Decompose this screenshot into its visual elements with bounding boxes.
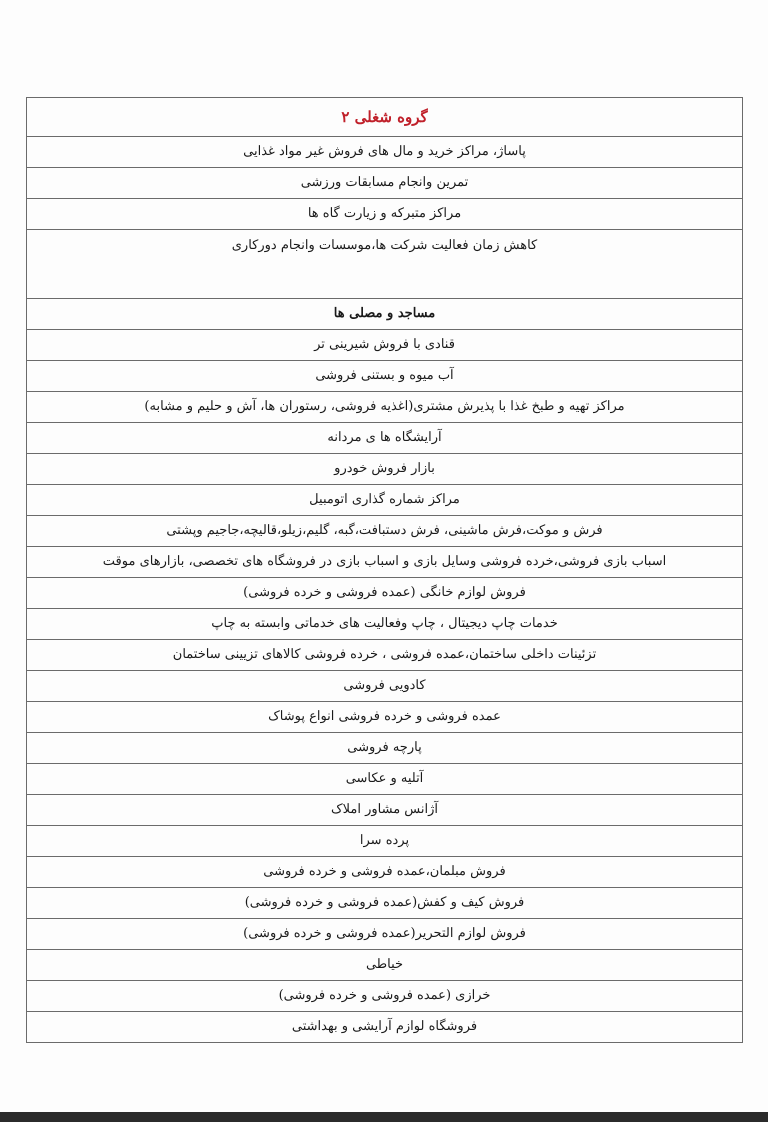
table-row <box>27 671 743 702</box>
table-row <box>27 547 743 578</box>
table-row <box>27 578 743 609</box>
table-cell: آتلیه و عکاسی <box>27 764 743 795</box>
table-cell: فرش و موکت،فرش ماشینی، فرش دستبافت،گبه، گلیم،زیلو،قالیچه،جاجیم وپشتی <box>27 516 743 547</box>
table-row <box>27 454 743 485</box>
table-row <box>27 857 743 888</box>
job-group-table <box>26 97 743 1043</box>
table-row <box>27 168 743 199</box>
table-row <box>27 199 743 230</box>
table-row <box>27 795 743 826</box>
table-cell: پرده سرا <box>27 826 743 857</box>
table-header-row <box>27 98 743 137</box>
table-cell: فروش کیف و کفش(عمده فروشی و خرده فروشی) <box>27 888 743 919</box>
table-row <box>27 919 743 950</box>
table-cell: قنادی با فروش شیرینی تر <box>27 330 743 361</box>
table-cell: خدمات چاپ دیجیتال ، چاپ وفعالیت های خدماتی وابسته به چاپ <box>27 609 743 640</box>
table-cell: پارچه فروشی <box>27 733 743 764</box>
table-row <box>27 137 743 168</box>
table-cell: مراکز متبرکه و زیارت گاه ها <box>27 199 743 230</box>
table-cell: فروش مبلمان،عمده فروشی و خرده فروشی <box>27 857 743 888</box>
table-row <box>27 516 743 547</box>
table-cell: تزئینات داخلی ساختمان،عمده فروشی ، خرده فروشی کالاهای تزیینی ساختمان <box>27 640 743 671</box>
table-cell: کادویی فروشی <box>27 671 743 702</box>
table-cell: آب میوه و بستنی فروشی <box>27 361 743 392</box>
table-cell: آژانس مشاور املاک <box>27 795 743 826</box>
table-row <box>27 826 743 857</box>
group-title: گروه شغلی ۲ <box>27 98 743 137</box>
table-cell: مساجد و مصلی ها <box>27 299 743 330</box>
table-row <box>27 485 743 516</box>
table-row <box>27 330 743 361</box>
table-cell: عمده فروشی و خرده فروشی انواع پوشاک <box>27 702 743 733</box>
table-row <box>27 423 743 454</box>
table-row <box>27 702 743 733</box>
table-cell: خرازی (عمده فروشی و خرده فروشی) <box>27 981 743 1012</box>
table-cell: مراکز شماره گذاری اتومبیل <box>27 485 743 516</box>
table-row <box>27 981 743 1012</box>
table-row <box>27 361 743 392</box>
table-row <box>27 888 743 919</box>
table-row <box>27 950 743 981</box>
table-cell: خیاطی <box>27 950 743 981</box>
table-cell: کاهش زمان فعالیت شرکت ها،موسسات وانجام دورکاری <box>27 230 743 299</box>
table-row <box>27 392 743 423</box>
table-row <box>27 1012 743 1043</box>
table-row <box>27 764 743 795</box>
table-cell: اسباب بازی فروشی،خرده فروشی وسایل بازی و اسباب بازی در فروشگاه های تخصصی، بازارهای موقت <box>27 547 743 578</box>
table-cell: پاساژ، مراکز خرید و مال های فروش غیر مواد غذایی <box>27 137 743 168</box>
table-cell: فروشگاه لوازم آرایشی و بهداشتی <box>27 1012 743 1043</box>
table-cell: فروش لوازم التحریر(عمده فروشی و خرده فروشی) <box>27 919 743 950</box>
table-row <box>27 609 743 640</box>
table-row <box>27 230 743 299</box>
table-cell: مراکز تهیه و طبخ غذا با پذیرش مشتری(اغذیه فروشی، رستوران ها، آش و حلیم و مشابه) <box>27 392 743 423</box>
table-cell: فروش لوازم خانگی (عمده فروشی و خرده فروشی) <box>27 578 743 609</box>
table-row <box>27 640 743 671</box>
table-cell: بازار فروش خودرو <box>27 454 743 485</box>
table-cell: تمرین وانجام مسابقات ورزشی <box>27 168 743 199</box>
bottom-edge-bar <box>0 1112 768 1122</box>
table-row <box>27 299 743 330</box>
table-row <box>27 733 743 764</box>
table-cell: آرایشگاه ها ی مردانه <box>27 423 743 454</box>
